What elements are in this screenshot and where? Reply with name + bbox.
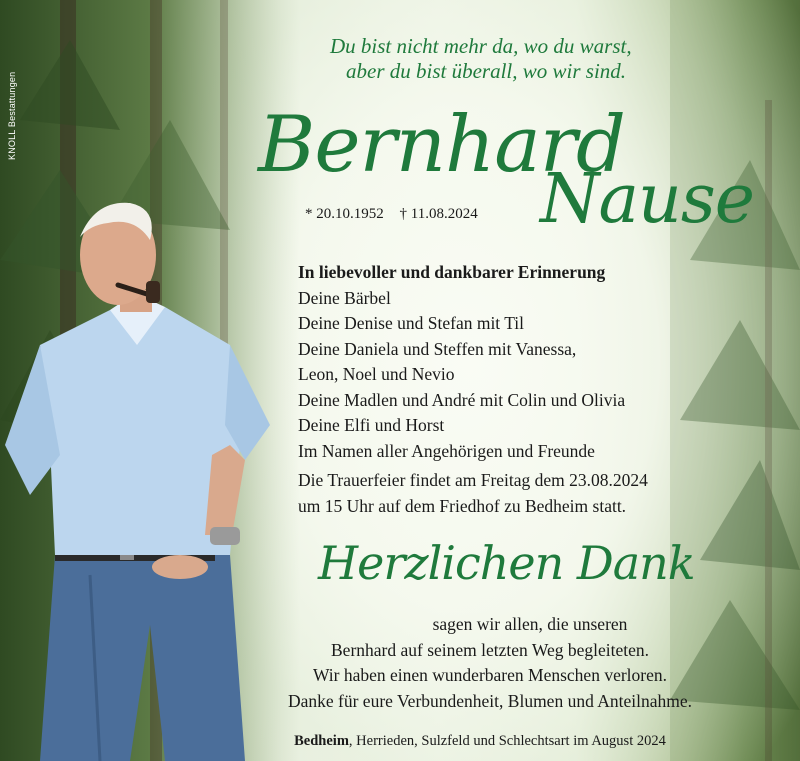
mourner-line: Deine Daniela und Steffen mit Vanessa, (298, 338, 577, 359)
ceremony-line-2: um 15 Uhr auf dem Friedhof zu Bedheim statt. (298, 495, 627, 516)
mourner-line: Leon, Noel und Nevio (298, 364, 455, 384)
mourner-line: Im Namen aller Angehörigen und Freunde (298, 440, 595, 461)
memorial-quote-line-2: aber du bist überall, wo wir sind. (346, 59, 627, 83)
mourner-line: Deine Bärbel (298, 287, 391, 308)
mourners-heading: In liebevoller und dankbarer Erinnerung (298, 262, 606, 282)
funeral-home-credit: KNOLL Bestattungen (7, 71, 17, 160)
footer-places-date (250, 733, 710, 750)
deceased-first-name: Bernhard (258, 100, 625, 190)
ceremony-info (298, 468, 758, 519)
memorial-quote (330, 34, 710, 84)
life-dates (305, 206, 490, 223)
thanks-heading: Herzlichen Dank (318, 536, 695, 590)
thanks-line: Wir haben einen wunderbaren Menschen verloren. (312, 665, 667, 685)
deceased-last-name: Nause (540, 160, 754, 239)
footer-place-rest: , Herrieden, Sulzfeld und Schlechtsart im August 2024 (348, 733, 666, 749)
ceremony-line-1: Die Trauerfeier findet am Freitag dem 23.08.2024 (298, 470, 648, 490)
thanks-line: Danke für eure Verbundenheit, Blumen und Anteilnahme. (287, 690, 692, 711)
death-date: † 11.08.2024 (399, 206, 478, 222)
mourner-line: Deine Elfi und Horst (298, 415, 445, 435)
mourner-line: Deine Madlen und André mit Colin und Olivia (298, 389, 626, 410)
thanks-line: sagen wir allen, die unseren (432, 614, 628, 634)
mourner-line: Deine Denise und Stefan mit Til (298, 313, 525, 333)
thanks-text (240, 612, 740, 714)
footer-place-bold: Bedheim (294, 733, 349, 749)
memorial-quote-line-1: Du bist nicht mehr da, wo du warst, (330, 34, 632, 58)
birth-date: * 20.10.1952 (305, 206, 384, 222)
thanks-line: Bernhard auf seinem letzten Weg begleiteten. (331, 639, 649, 660)
mourners-block (298, 260, 738, 464)
